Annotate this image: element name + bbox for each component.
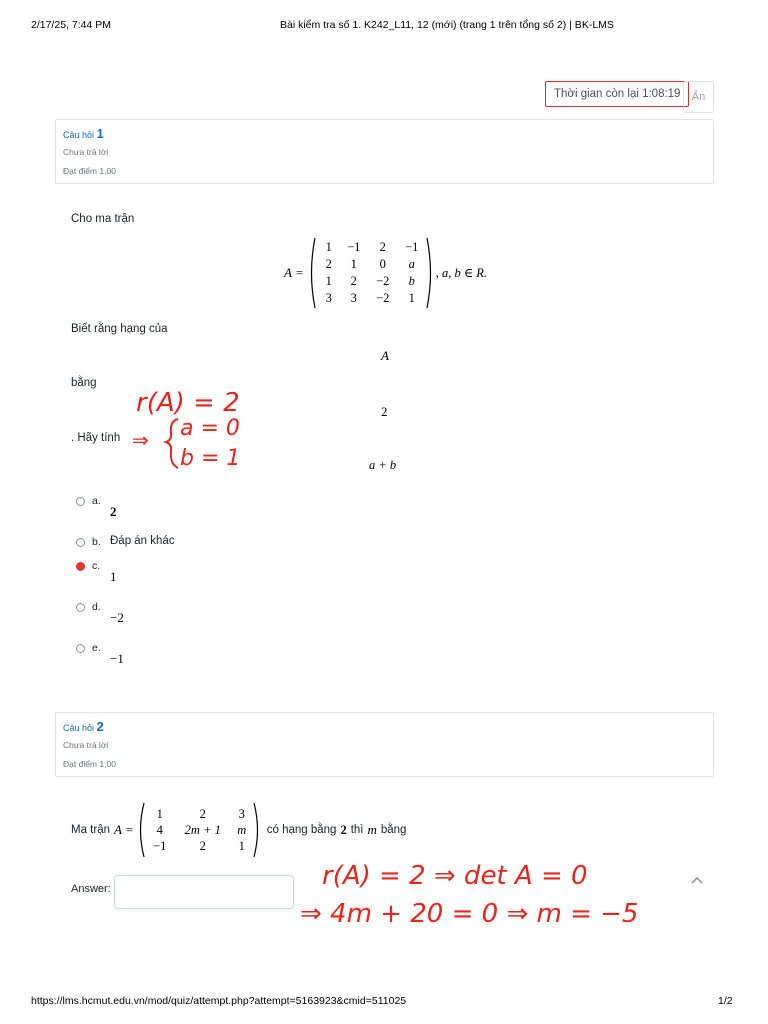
q2-rank-value: 2 <box>340 822 347 837</box>
matrix-cell: 3 <box>325 291 332 305</box>
matrix-cell: −2 <box>376 274 390 288</box>
q2-left-paren <box>137 802 145 858</box>
matrix-cell: 1 <box>408 291 415 305</box>
matrix-cell: 1 <box>238 838 245 853</box>
handwriting-q2-line2: ⇒ 4m + 20 = 0 ⇒ m = −5 <box>300 899 639 929</box>
question-1-compute-text: . Hãy tính <box>71 432 121 444</box>
print-url: https://lms.hcmut.edu.vn/mod/quiz/attempt.php?attempt=5163923&cmid=511025 <box>31 995 407 1007</box>
matrix-suffix: , a, b ∈ R. <box>435 266 487 280</box>
question-2-status: Chưa trả lời <box>63 740 109 750</box>
matrix-cell: −2 <box>376 291 390 305</box>
question-2-mark: Đạt điểm 1,00 <box>63 759 116 769</box>
handwriting-q2-line1: r(A) = 2 ⇒ det A = 0 <box>322 861 588 891</box>
q2-matrix-lhs: A = <box>114 822 134 837</box>
matrix-cell: 0 <box>379 257 386 271</box>
answer-label: Answer: <box>71 883 111 895</box>
matrix-cell: −1 <box>405 240 419 254</box>
matrix-cell: −1 <box>347 240 361 254</box>
matrix-cell: −1 <box>153 838 167 853</box>
question-1-equals-text: bằng <box>71 377 97 389</box>
handwriting-b-equals: b = 1 <box>180 446 241 471</box>
matrix-cell: 2 <box>199 838 206 853</box>
matrix-cell: 1 <box>325 274 332 288</box>
matrix-cell: 2 <box>350 274 357 288</box>
option-a-letter: a. <box>92 495 101 507</box>
question-2-info <box>55 712 714 777</box>
q2-text-mid: có hạng bằng <box>266 824 337 836</box>
handwriting-rank-q1: r(A) = 2 <box>136 388 240 418</box>
matrix-cell: 2 <box>379 240 386 254</box>
matrix-cell: b <box>408 274 415 288</box>
q2-text-pre: Ma trận <box>71 824 110 836</box>
question-2-number: Câu hỏi 2 <box>63 719 104 734</box>
q2-var-m: m <box>367 822 377 837</box>
matrix-cell: 1 <box>156 806 163 821</box>
question-2-text <box>71 801 406 859</box>
handwriting-a-equals: a = 0 <box>180 416 240 441</box>
matrix-cell: 4 <box>156 822 163 837</box>
question-1-mark: Đạt điểm 1,00 <box>63 166 116 176</box>
chevron-up-icon[interactable] <box>690 875 704 885</box>
print-datetime: 2/17/25, 7:44 PM <box>31 19 111 31</box>
question-1-rank-text: Biết rằng hạng của <box>71 323 168 335</box>
matrix-cell: 3 <box>350 291 357 305</box>
option-d-letter: d. <box>92 601 101 613</box>
q2-right-paren <box>253 802 261 858</box>
question-1-number: Câu hỏi 1 <box>63 126 104 141</box>
option-e-letter: e. <box>92 642 101 654</box>
option-b-letter: b. <box>92 536 101 548</box>
question-1-intro: Cho ma trận <box>71 213 135 225</box>
q2-matrix-grid <box>145 807 253 854</box>
answer-input[interactable] <box>114 875 294 909</box>
option-e-value: −1 <box>110 651 124 666</box>
option-c-value: 1 <box>110 569 117 584</box>
hide-timer-button[interactable]: Ẩn <box>683 81 714 113</box>
q2-text-post: bằng <box>380 824 407 836</box>
math-a-plus-b: a + b <box>369 458 397 472</box>
option-c-letter: c. <box>92 560 101 572</box>
matrix-cell: 2 <box>325 257 332 271</box>
matrix-lhs: A = <box>284 265 304 280</box>
math-A: A <box>381 348 389 363</box>
matrix-cell: m <box>237 822 247 837</box>
print-page-title: Bài kiểm tra số 1. K242_L11, 12 (mới) (trang 1 trên tổng số 2) | BK-LMS <box>280 19 614 31</box>
matrix-cell: 2m + 1 <box>184 822 221 837</box>
handwriting-brace <box>166 419 178 468</box>
option-b-value: Đáp án khác <box>110 535 175 547</box>
time-remaining: Thời gian còn lại 1:08:19 <box>545 81 689 107</box>
math-2: 2 <box>381 404 388 419</box>
option-d-value: −2 <box>110 610 124 625</box>
question-1-status: Chưa trả lời <box>63 147 109 157</box>
matrix-cell: 2 <box>199 806 206 821</box>
matrix-cell: 3 <box>238 806 245 821</box>
q2-text-then: thì <box>350 824 364 836</box>
print-page-number: 1/2 <box>718 995 733 1007</box>
option-a-value: 2 <box>110 504 117 519</box>
handwriting-implies-arrow: ⇒ <box>132 428 149 452</box>
matrix-cell: 1 <box>325 240 332 254</box>
matrix-cell: a <box>408 257 415 271</box>
matrix-cell: 1 <box>350 257 357 271</box>
